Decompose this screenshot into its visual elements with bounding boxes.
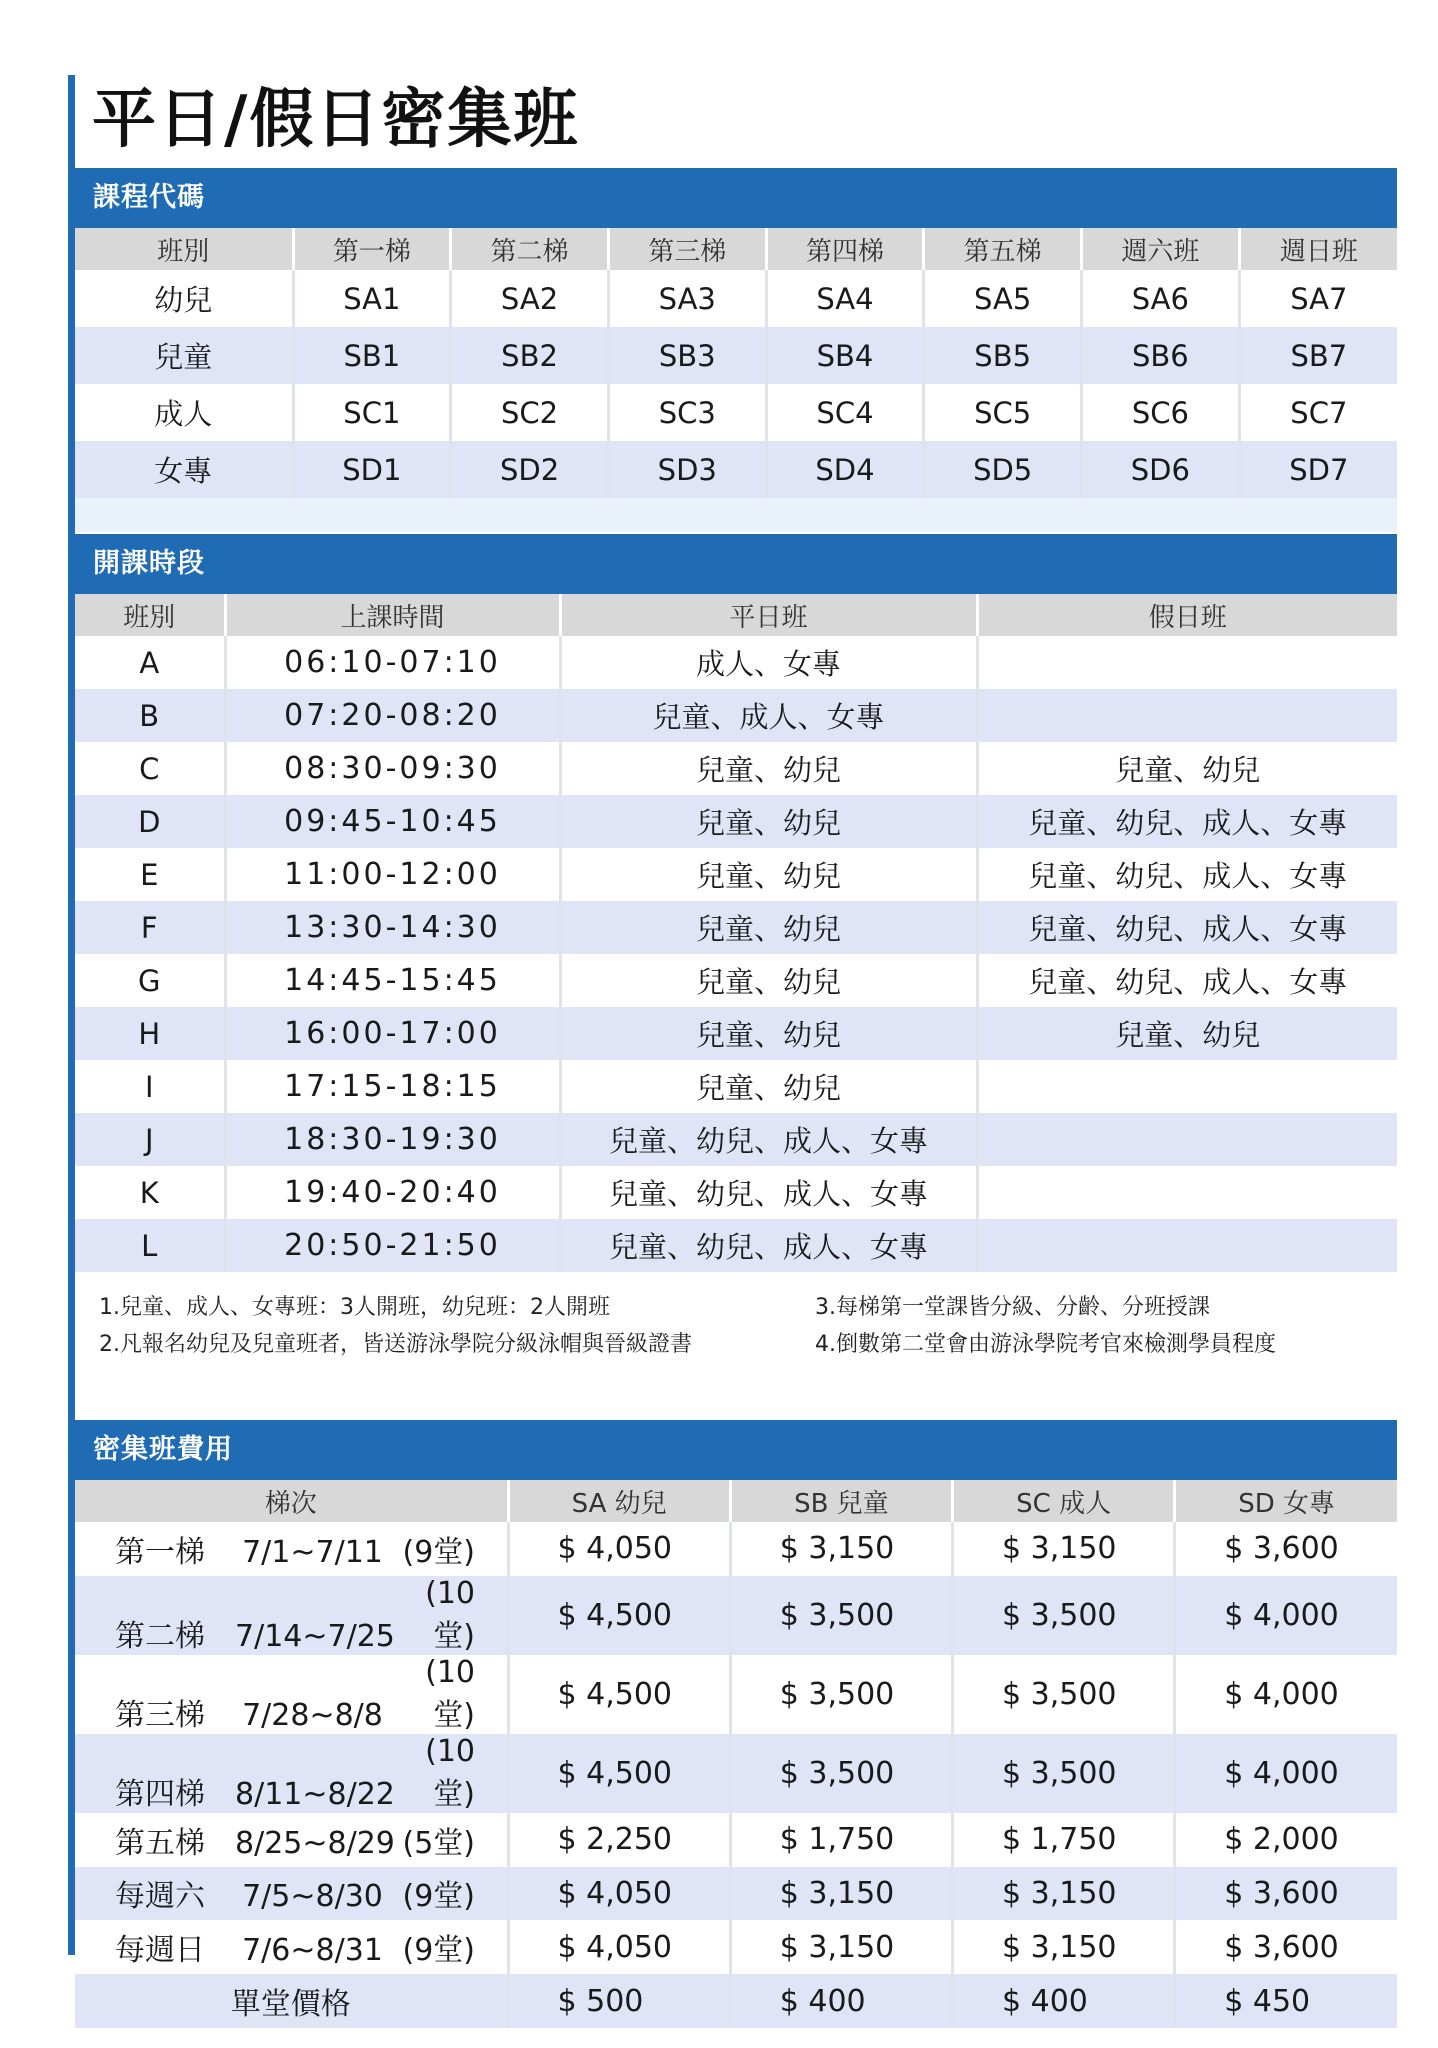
level-dates: 7/6~8/31 [242, 1933, 383, 1969]
price-cell: $ 400 [953, 1974, 1175, 2028]
table-row [75, 441, 1397, 498]
level-name: 第四梯 [115, 1776, 205, 1812]
time-cell: 19:40-20:40 [225, 1166, 560, 1219]
lesson-count: (10堂) [425, 1575, 475, 1654]
price-cell: $ 400 [730, 1974, 952, 2028]
weekday-class-cell: 兒童、幼兒 [560, 1060, 977, 1113]
price-cell: $ 3,500 [730, 1734, 952, 1813]
course-code-cell: SA4 [766, 270, 924, 327]
course-code-cell: SA2 [451, 270, 609, 327]
time-cell: 18:30-19:30 [225, 1113, 560, 1166]
schedule-header-cell: 上課時間 [225, 594, 560, 636]
page-title: 平日/假日密集班 [92, 83, 580, 157]
schedule-header-cell: 平日班 [560, 594, 977, 636]
level-cell [75, 1734, 508, 1813]
table-row [75, 1734, 1397, 1813]
weekday-class-cell: 兒童、幼兒、成人、女專 [560, 1113, 977, 1166]
course-codes-header-cell: 班別 [75, 228, 293, 270]
price-cell: $ 3,150 [730, 1867, 952, 1921]
course-codes-header-cell: 第二梯 [451, 228, 609, 270]
class-id-cell: H [75, 1007, 225, 1060]
weekday-class-cell: 兒童、幼兒 [560, 901, 977, 954]
time-cell: 09:45-10:45 [225, 795, 560, 848]
price-cell: $ 1,750 [953, 1813, 1175, 1867]
course-code-cell: SB6 [1082, 327, 1240, 384]
weekend-class-cell: 兒童、幼兒、成人、女專 [977, 795, 1397, 848]
course-code-cell: SC7 [1239, 384, 1397, 441]
schedule-section [75, 534, 1397, 1404]
course-codes-header-cell: 第三梯 [608, 228, 766, 270]
course-codes-header-cell: 第一梯 [293, 228, 451, 270]
note-2: 2.凡報名幼兒及兒童班者，皆送游泳學院分級泳帽與晉級證書 [99, 1332, 692, 1357]
fees-header-row [75, 1480, 1397, 1522]
weekday-class-cell: 兒童、幼兒 [560, 1007, 977, 1060]
course-code-cell: 成人 [75, 384, 293, 441]
lesson-count: (10堂) [425, 1733, 475, 1812]
price-cell: $ 3,500 [953, 1576, 1175, 1655]
time-cell: 08:30-09:30 [225, 742, 560, 795]
table-row [75, 636, 1397, 689]
course-codes-section [75, 168, 1397, 532]
price-cell: $ 4,500 [508, 1734, 730, 1813]
weekend-class-cell: 兒童、幼兒 [977, 742, 1397, 795]
table-row [75, 1920, 1397, 1974]
course-codes-body [75, 228, 1397, 532]
table-row [75, 1655, 1397, 1734]
price-cell: $ 4,050 [508, 1522, 730, 1576]
table-row [75, 954, 1397, 1007]
class-id-cell: A [75, 636, 225, 689]
weekday-class-cell: 兒童、幼兒 [560, 848, 977, 901]
price-cell: $ 3,500 [953, 1734, 1175, 1813]
class-id-cell: G [75, 954, 225, 1007]
course-code-cell: SB2 [451, 327, 609, 384]
table-row [75, 848, 1397, 901]
weekday-class-cell: 成人、女專 [560, 636, 977, 689]
note-1: 1.兒童、成人、女專班：3人開班，幼兒班：2人開班 [99, 1295, 610, 1320]
course-code-cell: SA1 [293, 270, 451, 327]
table-row [75, 327, 1397, 384]
time-cell: 20:50-21:50 [225, 1219, 560, 1272]
course-code-cell: SC6 [1082, 384, 1240, 441]
level-cell [75, 1522, 508, 1576]
price-cell: $ 3,500 [953, 1655, 1175, 1734]
weekday-class-cell: 兒童、幼兒 [560, 954, 977, 1007]
lesson-count: (9堂) [402, 1879, 475, 1915]
course-codes-header-row [75, 228, 1397, 270]
weekend-class-cell: 兒童、幼兒、成人、女專 [977, 901, 1397, 954]
weekend-class-cell [977, 689, 1397, 742]
weekend-class-cell: 兒童、幼兒、成人、女專 [977, 848, 1397, 901]
note-4: 4.倒數第二堂會由游泳學院考官來檢測學員程度 [815, 1332, 1276, 1357]
level-name: 每週日 [115, 1933, 205, 1969]
single-price-row [75, 1974, 1397, 2028]
course-code-cell: SC2 [451, 384, 609, 441]
time-cell: 13:30-14:30 [225, 901, 560, 954]
schedule-heading: 開課時段 [75, 534, 1397, 594]
price-cell: $ 4,500 [508, 1576, 730, 1655]
time-cell: 07:20-08:20 [225, 689, 560, 742]
price-cell: $ 3,500 [730, 1576, 952, 1655]
time-cell: 16:00-17:00 [225, 1007, 560, 1060]
course-codes-header-cell: 週日班 [1239, 228, 1397, 270]
price-cell: $ 3,600 [1175, 1920, 1397, 1974]
price-cell: $ 3,150 [730, 1920, 952, 1974]
fees-header-cell: SD 女專 [1175, 1480, 1397, 1522]
weekend-class-cell [977, 1219, 1397, 1272]
course-code-cell: SC5 [924, 384, 1082, 441]
level-name: 第三梯 [115, 1697, 205, 1733]
schedule-header-row [75, 594, 1397, 636]
course-code-cell: SB7 [1239, 327, 1397, 384]
course-code-cell: SB1 [293, 327, 451, 384]
table-row [75, 270, 1397, 327]
price-cell: $ 4,000 [1175, 1655, 1397, 1734]
price-cell: $ 4,500 [508, 1655, 730, 1734]
weekday-class-cell: 兒童、幼兒 [560, 742, 977, 795]
table-row [75, 742, 1397, 795]
table-row [75, 1113, 1397, 1166]
level-dates: 7/14~7/25 [235, 1618, 395, 1654]
price-cell: $ 3,150 [953, 1522, 1175, 1576]
course-code-cell: SA7 [1239, 270, 1397, 327]
table-row [75, 901, 1397, 954]
weekend-class-cell [977, 1113, 1397, 1166]
class-id-cell: J [75, 1113, 225, 1166]
level-cell [75, 1813, 508, 1867]
course-code-cell: SB3 [608, 327, 766, 384]
class-id-cell: I [75, 1060, 225, 1113]
price-cell: $ 3,150 [730, 1522, 952, 1576]
schedule-notes [75, 1272, 1397, 1404]
schedule-table [75, 594, 1397, 1272]
table-row [75, 1867, 1397, 1921]
table-row [75, 1060, 1397, 1113]
class-id-cell: K [75, 1166, 225, 1219]
time-cell: 11:00-12:00 [225, 848, 560, 901]
price-cell: $ 4,000 [1175, 1734, 1397, 1813]
level-cell [75, 1576, 508, 1655]
weekday-class-cell: 兒童、幼兒、成人、女專 [560, 1219, 977, 1272]
price-cell: $ 1,750 [730, 1813, 952, 1867]
course-code-cell: 幼兒 [75, 270, 293, 327]
section-spacer [75, 498, 1397, 532]
weekend-class-cell: 兒童、幼兒 [977, 1007, 1397, 1060]
weekend-class-cell: 兒童、幼兒、成人、女專 [977, 954, 1397, 1007]
table-row [75, 689, 1397, 742]
course-code-cell: SD5 [924, 441, 1082, 498]
level-dates: 8/11~8/22 [235, 1776, 395, 1812]
table-row [75, 795, 1397, 848]
class-id-cell: L [75, 1219, 225, 1272]
course-codes-header-cell: 第四梯 [766, 228, 924, 270]
class-id-cell: F [75, 901, 225, 954]
level-name: 每週六 [115, 1879, 205, 1915]
table-row [75, 1166, 1397, 1219]
weekend-class-cell [977, 636, 1397, 689]
accent-bar [68, 75, 75, 1955]
course-code-cell: 女專 [75, 441, 293, 498]
course-code-cell: SC1 [293, 384, 451, 441]
course-code-cell: SD6 [1082, 441, 1240, 498]
lesson-count: (9堂) [402, 1933, 475, 1969]
course-code-cell: SD4 [766, 441, 924, 498]
level-dates: 7/5~8/30 [242, 1879, 383, 1915]
course-codes-table [75, 228, 1397, 498]
class-id-cell: B [75, 689, 225, 742]
course-code-cell: 兒童 [75, 327, 293, 384]
level-name: 第一梯 [115, 1534, 205, 1570]
course-codes-header-cell: 第五梯 [924, 228, 1082, 270]
course-codes-heading: 課程代碼 [75, 168, 1397, 228]
schedule-header-cell: 假日班 [977, 594, 1397, 636]
fees-body [75, 1480, 1397, 2028]
course-code-cell: SB5 [924, 327, 1082, 384]
table-row [75, 384, 1397, 441]
course-code-cell: SA3 [608, 270, 766, 327]
course-code-cell: SD2 [451, 441, 609, 498]
fees-header-cell: SC 成人 [953, 1480, 1175, 1522]
course-code-cell: SD1 [293, 441, 451, 498]
single-price-label: 單堂價格 [75, 1974, 508, 2028]
table-row [75, 1219, 1397, 1272]
price-cell: $ 4,000 [1175, 1576, 1397, 1655]
course-code-cell: SB4 [766, 327, 924, 384]
weekend-class-cell [977, 1060, 1397, 1113]
course-code-cell: SA6 [1082, 270, 1240, 327]
fees-table [75, 1480, 1397, 2028]
price-cell: $ 2,000 [1175, 1813, 1397, 1867]
fees-header-cell: SA 幼兒 [508, 1480, 730, 1522]
level-dates: 7/1~7/11 [242, 1534, 383, 1570]
weekend-class-cell [977, 1166, 1397, 1219]
level-name: 第五梯 [115, 1825, 205, 1861]
course-code-cell: SD7 [1239, 441, 1397, 498]
time-cell: 17:15-18:15 [225, 1060, 560, 1113]
level-cell [75, 1920, 508, 1974]
table-row [75, 1576, 1397, 1655]
class-id-cell: C [75, 742, 225, 795]
weekday-class-cell: 兒童、幼兒 [560, 795, 977, 848]
course-codes-header-cell: 週六班 [1082, 228, 1240, 270]
price-cell: $ 3,150 [953, 1867, 1175, 1921]
course-code-cell: SC3 [608, 384, 766, 441]
level-dates: 8/25~8/29 [235, 1825, 395, 1861]
fees-header-cell: 梯次 [75, 1480, 508, 1522]
level-cell [75, 1867, 508, 1921]
course-code-cell: SA5 [924, 270, 1082, 327]
price-cell: $ 3,150 [953, 1920, 1175, 1974]
price-cell: $ 4,050 [508, 1920, 730, 1974]
price-cell: $ 2,250 [508, 1813, 730, 1867]
lesson-count: (5堂) [402, 1825, 475, 1861]
table-row [75, 1007, 1397, 1060]
time-cell: 06:10-07:10 [225, 636, 560, 689]
level-name: 第二梯 [115, 1618, 205, 1654]
level-dates: 7/28~8/8 [242, 1697, 383, 1733]
fees-section [75, 1420, 1397, 2028]
price-cell: $ 3,600 [1175, 1522, 1397, 1576]
schedule-header-cell: 班別 [75, 594, 225, 636]
fees-header-cell: SB 兒童 [730, 1480, 952, 1522]
table-row [75, 1813, 1397, 1867]
price-cell: $ 3,600 [1175, 1867, 1397, 1921]
weekday-class-cell: 兒童、幼兒、成人、女專 [560, 1166, 977, 1219]
schedule-body [75, 594, 1397, 1404]
course-code-cell: SD3 [608, 441, 766, 498]
table-row [75, 1522, 1397, 1576]
price-cell: $ 3,500 [730, 1655, 952, 1734]
class-id-cell: D [75, 795, 225, 848]
class-id-cell: E [75, 848, 225, 901]
price-cell: $ 4,050 [508, 1867, 730, 1921]
weekday-class-cell: 兒童、成人、女專 [560, 689, 977, 742]
course-code-cell: SC4 [766, 384, 924, 441]
level-cell [75, 1655, 508, 1734]
price-cell: $ 500 [508, 1974, 730, 2028]
fees-heading: 密集班費用 [75, 1420, 1397, 1480]
time-cell: 14:45-15:45 [225, 954, 560, 1007]
note-3: 3.每梯第一堂課皆分級、分齡、分班授課 [815, 1295, 1210, 1320]
lesson-count: (10堂) [425, 1654, 475, 1733]
lesson-count: (9堂) [402, 1534, 475, 1570]
price-cell: $ 450 [1175, 1974, 1397, 2028]
